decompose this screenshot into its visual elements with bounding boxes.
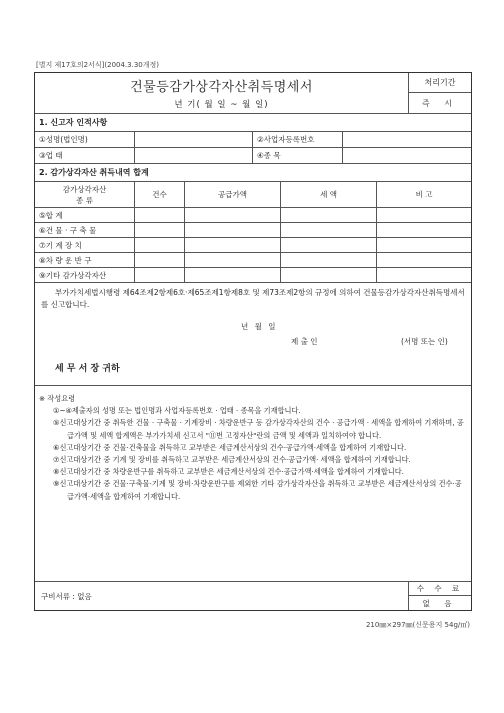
cell-supply-value[interactable]	[185, 208, 281, 222]
signature-note: (서명 또는 인)	[401, 337, 448, 346]
row-label-buildings: ⑥건 물 · 구 축 물	[35, 223, 135, 237]
form-frame	[34, 72, 472, 611]
addressee: 세 무 서 장 귀하	[55, 364, 120, 374]
cell-remarks[interactable]	[377, 208, 471, 222]
section1-heading-row	[35, 114, 471, 132]
table-row	[35, 223, 471, 238]
field-label-name: ①성명(법인명)	[35, 132, 135, 147]
row-label-vehicles: ⑧차 량 운 반 구	[35, 253, 135, 267]
table-row	[35, 268, 471, 283]
cell-remarks[interactable]	[377, 238, 471, 252]
cell-remarks[interactable]	[377, 253, 471, 267]
asset-type-header-line1: 감가상각자산	[62, 184, 107, 194]
instruction-item: ⑦신고대상기간 중 기계 및 장비를 취득하고 교부받은 세금계산서상의 건수·공급가액· 세액을 합계하여 기재합니다.	[53, 455, 411, 465]
submitter-label: 제 출 인	[291, 337, 318, 346]
section1-heading: 1. 신고자 인적사항	[39, 118, 108, 127]
asset-type-header	[35, 182, 135, 207]
instruction-item: ①~④제출자의 성명 또는 법인명과 사업자등록번호 · 업태 · 종목을 기재합니다.	[53, 406, 301, 416]
cell-tax[interactable]	[281, 223, 377, 237]
form-number-note: [별지 제17호의2서식](2004.3.30개정)	[36, 61, 159, 69]
instructions-block	[35, 386, 471, 582]
cell-tax[interactable]	[281, 208, 377, 222]
fee-value: 없 음	[422, 598, 458, 608]
paper-spec-note: 210㎜×297㎜(신문용지 54g/㎡)	[365, 621, 470, 629]
instruction-item: ⑥신고대상기간 중 건물·건축물을 취득하고 교부받은 세금계산서상의 건수·공급가액·세액을 합계하여 기재합니다.	[53, 442, 407, 452]
cell-count[interactable]	[135, 208, 185, 222]
signature-line	[41, 336, 465, 347]
cell-tax[interactable]	[281, 238, 377, 252]
fee-block	[409, 582, 471, 610]
instructions-area	[35, 386, 471, 581]
process-period-block	[409, 73, 471, 113]
col-header-remarks: 비 고	[415, 190, 433, 199]
cell-count[interactable]	[135, 223, 185, 237]
row-label-total: ⑤합 계	[35, 208, 135, 222]
field-input-bizno[interactable]	[343, 132, 471, 147]
field-input-business-item[interactable]	[343, 148, 471, 163]
row-label-machinery: ⑦기 계 장 치	[35, 238, 135, 252]
declaration-block	[35, 283, 471, 386]
cell-tax[interactable]	[281, 253, 377, 267]
fee-label: 수 수 료	[409, 582, 471, 596]
cell-remarks[interactable]	[377, 223, 471, 237]
footer-row	[35, 582, 471, 610]
process-period-label: 처리기간	[409, 73, 471, 93]
section2-header-row	[35, 182, 471, 208]
period-line: 년 기( 월 일 ~ 월 일)	[174, 100, 269, 110]
field-label-business-item: ④종 목	[253, 148, 343, 163]
asset-type-header-line2: 종 류	[76, 195, 93, 205]
instruction-item: ⑤신고대상기간 중 취득한 건물 · 구축물 · 기계장비 · 차량운반구 등 감가상각자산의 건수 · 공급가액 · 세액을 합계하여 기재하며, 공급가액 및 세액 합계액은 부가가치세 신고서 "⑪번 고정자산"란의 금액 및 세액과 일치하여야 합니다.	[53, 418, 464, 440]
col-header-count: 건수	[135, 182, 185, 207]
section1-row-1	[35, 132, 471, 148]
instructions-heading: ※ 작성요령	[39, 394, 76, 403]
title-block	[35, 73, 409, 113]
section2-heading: 2. 감가상각자산 취득내역 합계	[39, 168, 149, 177]
cell-count[interactable]	[135, 238, 185, 252]
field-label-bizno: ②사업자등록번호	[253, 132, 343, 147]
section1-row-2	[35, 148, 471, 164]
declaration-text: 부가가치세법시행령 제64조제2항제6호·제65조제1항제8호 및 제73조제2항의 규정에 의하여 건물등감가상각자산취득명세서를 신고합니다.	[41, 288, 465, 309]
field-input-name[interactable]	[135, 132, 253, 147]
cell-supply-value[interactable]	[185, 238, 281, 252]
field-input-business-type[interactable]	[135, 148, 253, 163]
cell-tax[interactable]	[281, 268, 377, 282]
col-header-supply-value: 공급가액	[185, 182, 281, 207]
process-period-value: 즉 시	[422, 98, 458, 108]
row-label-other-assets: ⑨기타 감가상각자산	[35, 268, 135, 282]
cell-supply-value[interactable]	[185, 253, 281, 267]
field-label-business-type: ③업 태	[35, 148, 135, 163]
table-row	[35, 208, 471, 223]
title-row	[35, 73, 471, 114]
cell-supply-value[interactable]	[185, 268, 281, 282]
form-title: 건물등감가상각자산취득명세서	[130, 80, 313, 95]
table-row	[35, 238, 471, 253]
table-row	[35, 253, 471, 268]
cell-count[interactable]	[135, 253, 185, 267]
instruction-item: ⑧신고대상기간 중 차량운반구를 취득하고 교부받은 세금계산서상의 건수·공급가액·세액을 합계하여 기재합니다.	[53, 467, 404, 477]
cell-remarks[interactable]	[377, 268, 471, 282]
attachments: 구비서류 : 없음	[35, 582, 409, 610]
col-header-tax: 세 액	[281, 182, 377, 207]
declaration-date: 년 월 일	[241, 322, 278, 331]
cell-supply-value[interactable]	[185, 223, 281, 237]
section2-heading-row	[35, 164, 471, 182]
instruction-item: ⑨신고대상기간 중 건물·구축물·기계 및 장비·차량운반구를 제외한 기타 감가상각자산을 취득하고 교부받은 세금계산서상의 건수·공급가액·세액을 합계하여 기재합니다.	[53, 479, 462, 501]
cell-count[interactable]	[135, 268, 185, 282]
